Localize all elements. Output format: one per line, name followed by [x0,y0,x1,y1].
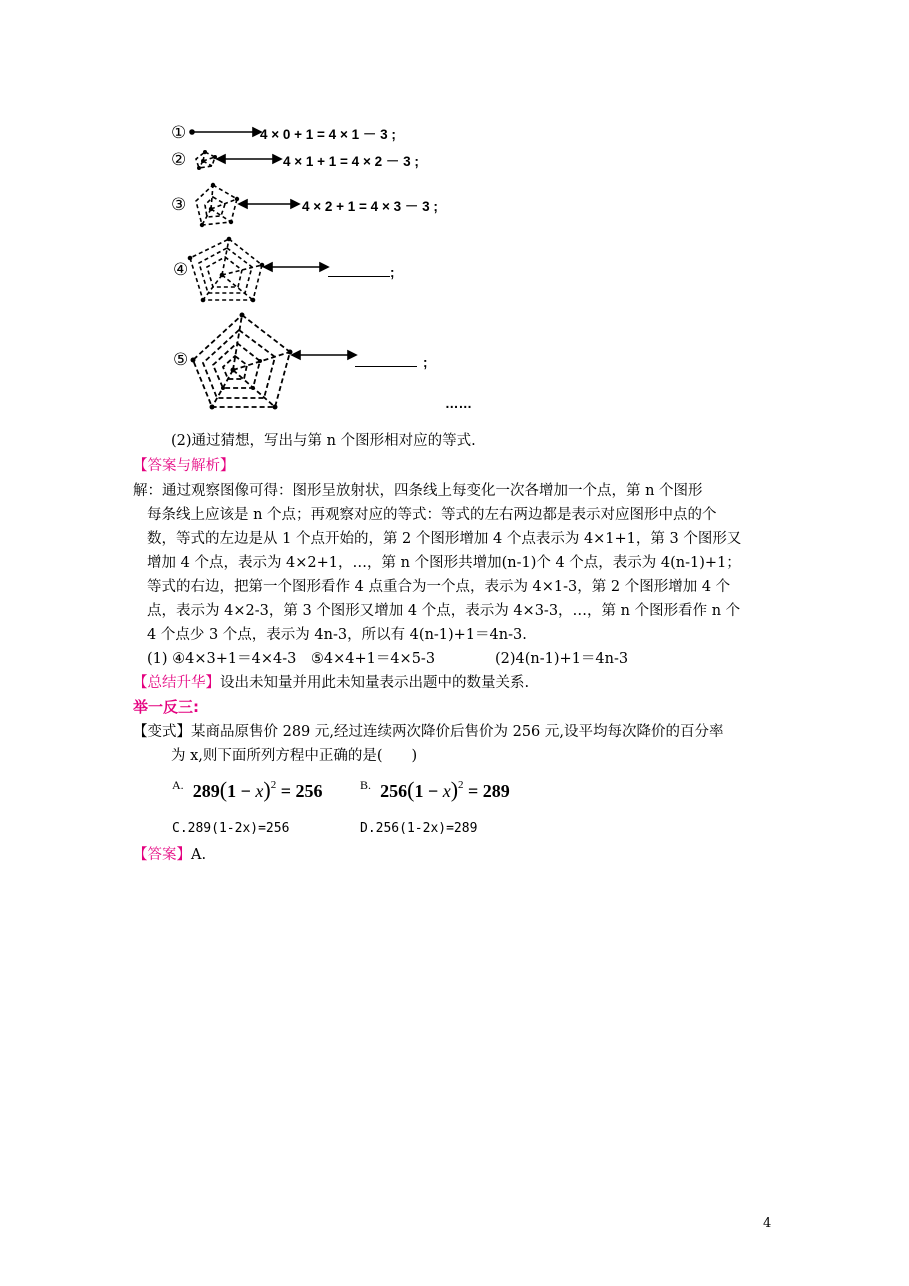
variant-label: 【变式】 [133,724,191,740]
option-a-var: x [255,781,264,801]
row-equation-4: ; [390,265,395,280]
option-b-lhs: 256 [380,781,408,801]
row-equation-3: 4 × 2 + 1 = 4 × 3 － 3 ; [302,199,438,214]
option-c[interactable]: C.289(1-2x)=256 [172,821,290,836]
row-equation-5: ; [423,355,428,370]
option-a-exp: 2 [270,779,277,791]
figure-ellipsis: …… [445,396,472,411]
option-a-label: A. [172,778,184,792]
variant-question [133,722,724,742]
final-answer-label: 【答案】 [133,847,191,863]
solution-line-6: 点，表示为 4×2-3，第 3 个图形又增加 4 个点，表示为 4×3-3，…，第 n 个图形看作 n 个 [147,603,741,619]
solution-line-2: 每条线上应该是 n 个点；再观察对应的等式：等式的左右两边都是表示对应图形中点的个 [147,507,717,523]
option-a-lhs: 289 [192,781,220,801]
answer-blank [328,264,390,277]
figure-row-1 [171,123,186,143]
option-b-exp: 2 [458,779,464,791]
final-answer-text: A. [191,847,207,863]
answer-blank [355,354,417,367]
answer-heading: 【答案与解析】 [133,458,235,474]
section-title: 举一反三: [133,698,199,716]
option-b[interactable]: $^{B.}$ $256(1 - x)^2 = 289$ [360,777,510,802]
option-d[interactable]: D.256(1-2x)=289 [360,821,478,836]
row-label-5: ⑤ [173,350,189,369]
solution-line-7: 4 个点少 3 个点，表示为 4n-3，所以有 4(n-1)+1＝4n-3. [147,627,527,643]
solution-line-4: 增加 4 个点，表示为 4×2+1，…，第 n 个图形共增加(n-1)个 4 个点，表示为 4(n-1)+1； [147,555,741,571]
row-blank-5 [355,352,428,371]
option-a-mid: 1 − [227,781,256,801]
option-b-rhs: = 289 [468,781,510,801]
figure-row-2 [171,150,186,170]
row-blank-4 [328,262,395,281]
option-a[interactable]: $^{A.}$ $289(1 - x)^2 = 256$ [172,777,323,802]
option-b-var: x [442,781,451,801]
row-label-4: ④ [173,260,189,279]
solution-line-3: 数，等式的左边是从 1 个点开始的，第 2 个图形增加 4 个点表示为 4×1+1，第 3 个图形又 [147,531,742,547]
variant-line-1: 某商品原售价 289 元,经过连续两次降价后售价为 256 元,设平均每次降价的百分率 [191,724,724,740]
question-2: (2)通过猜想，写出与第 n 个图形相对应的等式. [171,433,476,449]
summary [133,673,529,693]
row-equation-2: 4 × 1 + 1 = 4 × 2 － 3 ; [283,154,419,169]
row-label-1: ① [171,123,187,142]
figure-row-3 [171,195,186,215]
solution-line-5: 等式的右边，把第一个图形看作 4 点重合为一个点，表示为 4×1-3，第 2 个图形增加 4 个 [147,579,731,595]
option-a-rhs: = 256 [280,781,323,801]
option-b-label: B. [360,778,372,792]
row-label-2: ② [171,150,187,169]
figure-row-5 [173,350,188,370]
page-number: 4 [763,1216,772,1231]
row-label-3: ③ [171,195,187,214]
summary-text: 设出未知量并用此未知量表示出题中的数量关系. [220,675,530,691]
answer-part-1: (1) ④4×3+1＝4×4-3 ⑤4×4+1＝4×5-3 [147,651,436,667]
variant-line-2: 为 x,则下面所列方程中正确的是( ) [171,748,418,764]
summary-label: 【总结升华】 [133,675,220,691]
figure-row-4 [173,260,188,280]
solution-line-1: 解：通过观察图像可得：图形呈放射状，四条线上每变化一次各增加一个点，第 n 个图形 [133,483,703,499]
answer-part-2: (2)4(n-1)+1＝4n-3 [495,651,629,667]
row-equation-1: 4 × 0 + 1 = 4 × 1 － 3 ; [260,127,396,142]
option-b-mid: 1 − [414,781,443,801]
final-answer [133,845,206,865]
